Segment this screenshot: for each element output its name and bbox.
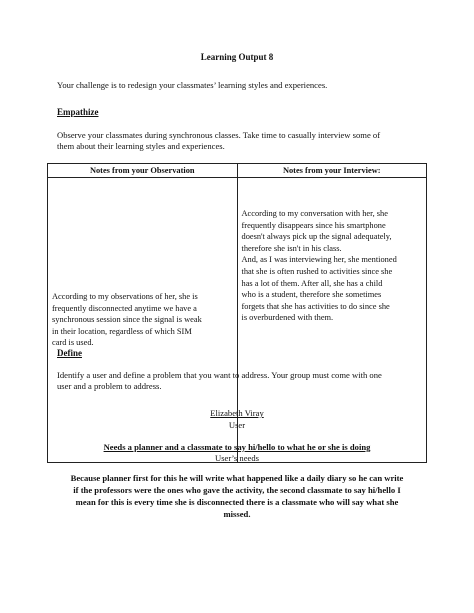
define-instruction-line2: user and a problem to address.	[57, 381, 162, 391]
define-instruction-line1: Identify a user and define a problem that you want to address. Your group must come with one	[57, 370, 382, 380]
user-label: User	[228, 420, 246, 430]
observation-column-header: Notes from your Observation	[48, 164, 238, 178]
empathize-instruction-line2: them about their learning styles and experiences.	[57, 141, 225, 151]
user-name: Elizabeth Viray	[210, 408, 264, 418]
observation-notes: According to my observations of her, she is frequently disconnected anytime we have a synchronous session since the signal is weak in their location, regardless of which SIM card is used.	[52, 292, 202, 348]
challenge-text: Your challenge is to redesign your classmates’ learning styles and experiences.	[57, 80, 328, 90]
user-needs: Needs a planner and a classmate to say hi/hello to what he or she is doing	[103, 442, 371, 452]
document-title: Learning Output 8	[200, 52, 274, 62]
interview-notes: According to my conversation with her, she frequently disappears since his smartphone doesn't always pick up the signal adequately, therefore she isn't in his class. And, as I was interviewing her, she mentioned that she is often rushed to activities since she has a lot of them. After all, she has a child who is a student, therefore she sometimes forgets that she has activities to do since she is overburdened with them.	[241, 209, 397, 323]
needs-explanation: Because planner first for this he will write what happened like a daily diary so he can write if the professors were the ones who gave the activity, the second classmate to say hi/hello I mean for this is every time she is disconnected there is a classmate who will say what she missed.	[70, 473, 404, 519]
user-needs-label: User’s needs	[215, 453, 259, 463]
interview-column-header: Notes from your Interview:	[237, 164, 427, 178]
empathize-heading: Empathize	[57, 107, 99, 117]
empathize-instruction-line1: Observe your classmates during synchronous classes. Take time to casually interview some of	[57, 130, 381, 140]
define-heading: Define	[57, 348, 82, 358]
